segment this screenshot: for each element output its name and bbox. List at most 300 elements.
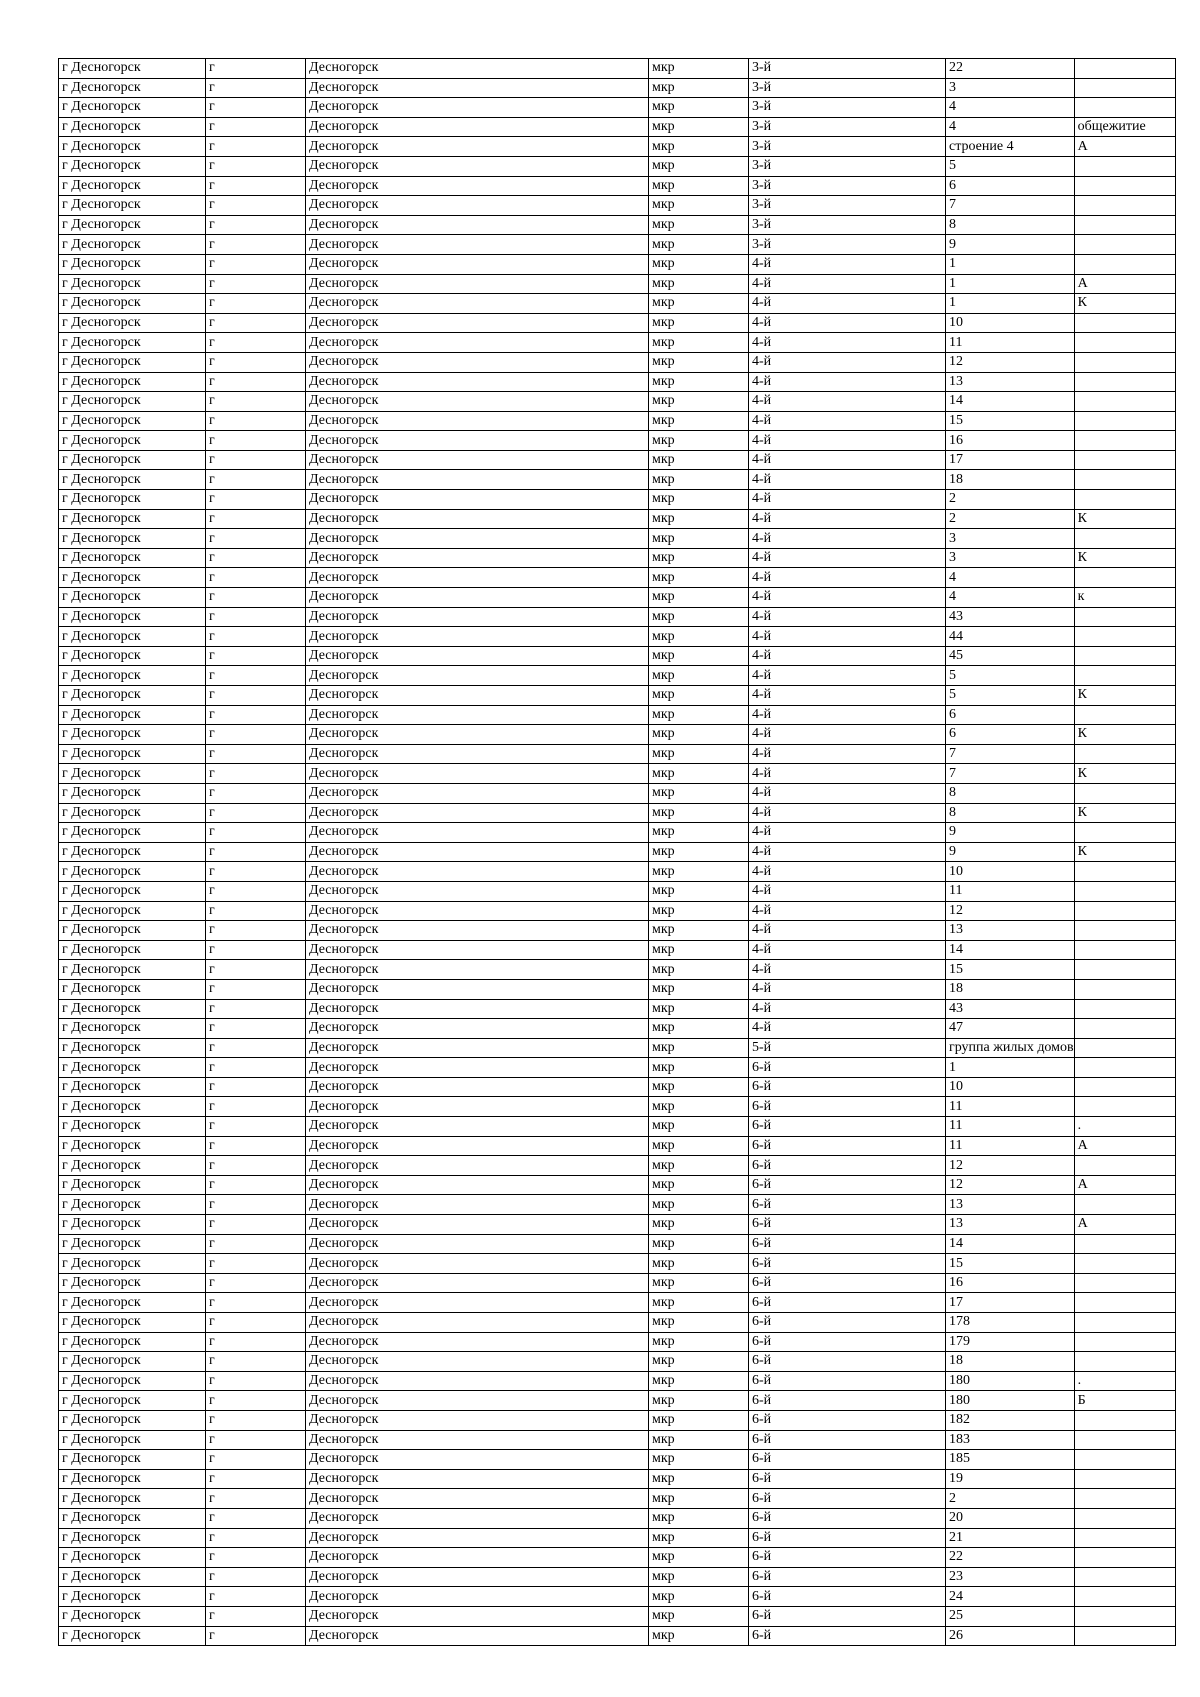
settlement-cell: г Десногорск [59,509,206,529]
settlement-cell: г Десногорск [59,98,206,118]
district-cell: 4-й [749,352,946,372]
settlement-cell: г Десногорск [59,588,206,608]
district-cell: 4-й [749,509,946,529]
house-cell: 11 [946,1117,1075,1137]
suffix-cell [1074,313,1175,333]
district-cell: 6-й [749,1136,946,1156]
city-cell: Десногорск [306,627,649,647]
city-cell: Десногорск [306,588,649,608]
house-cell: 180 [946,1391,1075,1411]
district-type-cell: мкр [649,333,749,353]
type-cell: г [206,1019,306,1039]
house-cell: 3 [946,529,1075,549]
table-row [59,274,1176,294]
type-cell: г [206,842,306,862]
city-cell: Десногорск [306,98,649,118]
house-cell: 7 [946,764,1075,784]
house-cell: 11 [946,881,1075,901]
district-type-cell: мкр [649,431,749,451]
house-cell: 10 [946,313,1075,333]
district-cell: 6-й [749,1606,946,1626]
suffix-cell [1074,1606,1175,1626]
house-cell: 12 [946,352,1075,372]
type-cell: г [206,176,306,196]
city-cell: Десногорск [306,1489,649,1509]
type-cell: г [206,117,306,137]
district-cell: 4-й [749,274,946,294]
type-cell: г [206,1175,306,1195]
house-cell: 6 [946,176,1075,196]
district-cell: 4-й [749,294,946,314]
district-cell: 4-й [749,842,946,862]
type-cell: г [206,823,306,843]
settlement-cell: г Десногорск [59,254,206,274]
district-type-cell: мкр [649,1371,749,1391]
city-cell: Десногорск [306,1606,649,1626]
settlement-cell: г Десногорск [59,705,206,725]
district-cell: 4-й [749,548,946,568]
type-cell: г [206,1469,306,1489]
suffix-cell [1074,646,1175,666]
city-cell: Десногорск [306,1019,649,1039]
district-type-cell: мкр [649,470,749,490]
suffix-cell: общежитие [1074,117,1175,137]
type-cell: г [206,979,306,999]
district-type-cell: мкр [649,803,749,823]
district-type-cell: мкр [649,1097,749,1117]
suffix-cell [1074,1038,1175,1058]
city-cell: Десногорск [306,686,649,706]
table-row [59,1371,1176,1391]
table-row [59,1313,1176,1333]
district-cell: 6-й [749,1489,946,1509]
table-row [59,940,1176,960]
settlement-cell: г Десногорск [59,881,206,901]
city-cell: Десногорск [306,568,649,588]
city-cell: Десногорск [306,78,649,98]
district-cell: 6-й [749,1450,946,1470]
district-type-cell: мкр [649,881,749,901]
settlement-cell: г Десногорск [59,294,206,314]
house-cell: 8 [946,783,1075,803]
type-cell: г [206,1234,306,1254]
district-cell: 6-й [749,1352,946,1372]
suffix-cell [1074,1430,1175,1450]
type-cell: г [206,1077,306,1097]
house-cell: 6 [946,725,1075,745]
type-cell: г [206,215,306,235]
district-type-cell: мкр [649,1508,749,1528]
suffix-cell [1074,862,1175,882]
suffix-cell [1074,607,1175,627]
city-cell: Десногорск [306,1156,649,1176]
city-cell: Десногорск [306,1410,649,1430]
district-type-cell: мкр [649,1469,749,1489]
settlement-cell: г Десногорск [59,1175,206,1195]
house-cell: 22 [946,59,1075,79]
city-cell: Десногорск [306,783,649,803]
settlement-cell: г Десногорск [59,1567,206,1587]
city-cell: Десногорск [306,1293,649,1313]
address-table-body [59,59,1176,1646]
house-cell: 14 [946,940,1075,960]
district-cell: 6-й [749,1567,946,1587]
district-type-cell: мкр [649,548,749,568]
city-cell: Десногорск [306,725,649,745]
settlement-cell: г Десногорск [59,352,206,372]
type-cell: г [206,1215,306,1235]
district-cell: 4-й [749,666,946,686]
suffix-cell: к [1074,588,1175,608]
suffix-cell [1074,1077,1175,1097]
house-cell: 16 [946,1273,1075,1293]
house-cell: 4 [946,117,1075,137]
district-type-cell: мкр [649,842,749,862]
type-cell: г [206,960,306,980]
house-cell: 25 [946,1606,1075,1626]
type-cell: г [206,940,306,960]
type-cell: г [206,1156,306,1176]
type-cell: г [206,999,306,1019]
settlement-cell: г Десногорск [59,450,206,470]
district-cell: 6-й [749,1175,946,1195]
settlement-cell: г Десногорск [59,1038,206,1058]
district-type-cell: мкр [649,744,749,764]
city-cell: Десногорск [306,372,649,392]
district-type-cell: мкр [649,705,749,725]
suffix-cell [1074,1489,1175,1509]
suffix-cell [1074,431,1175,451]
district-type-cell: мкр [649,862,749,882]
table-row [59,705,1176,725]
house-cell: 13 [946,1195,1075,1215]
city-cell: Десногорск [306,881,649,901]
type-cell: г [206,78,306,98]
house-cell: 1 [946,274,1075,294]
district-cell: 6-й [749,1117,946,1137]
suffix-cell: К [1074,764,1175,784]
settlement-cell: г Десногорск [59,529,206,549]
district-type-cell: мкр [649,921,749,941]
house-cell: 182 [946,1410,1075,1430]
suffix-cell [1074,568,1175,588]
house-cell: 9 [946,235,1075,255]
table-row [59,509,1176,529]
district-type-cell: мкр [649,646,749,666]
settlement-cell: г Десногорск [59,274,206,294]
settlement-cell: г Десногорск [59,59,206,79]
city-cell: Десногорск [306,666,649,686]
district-type-cell: мкр [649,1117,749,1137]
city-cell: Десногорск [306,1587,649,1607]
type-cell: г [206,1450,306,1470]
type-cell: г [206,881,306,901]
district-type-cell: мкр [649,117,749,137]
type-cell: г [206,607,306,627]
city-cell: Десногорск [306,411,649,431]
table-row [59,1195,1176,1215]
house-cell: 2 [946,509,1075,529]
house-cell: 2 [946,490,1075,510]
table-row [59,1352,1176,1372]
table-row [59,1391,1176,1411]
suffix-cell [1074,215,1175,235]
city-cell: Десногорск [306,1058,649,1078]
district-cell: 4-й [749,313,946,333]
settlement-cell: г Десногорск [59,744,206,764]
house-cell: 1 [946,254,1075,274]
house-cell: 9 [946,823,1075,843]
district-cell: 4-й [749,725,946,745]
table-row [59,254,1176,274]
type-cell: г [206,333,306,353]
type-cell: г [206,1606,306,1626]
settlement-cell: г Десногорск [59,1156,206,1176]
city-cell: Десногорск [306,1313,649,1333]
district-cell: 6-й [749,1058,946,1078]
suffix-cell: А [1074,274,1175,294]
type-cell: г [206,274,306,294]
type-cell: г [206,196,306,216]
settlement-cell: г Десногорск [59,196,206,216]
suffix-cell: А [1074,1175,1175,1195]
house-cell: 17 [946,450,1075,470]
table-row [59,1097,1176,1117]
table-row [59,921,1176,941]
type-cell: г [206,411,306,431]
district-type-cell: мкр [649,1430,749,1450]
type-cell: г [206,1626,306,1646]
type-cell: г [206,352,306,372]
settlement-cell: г Десногорск [59,1352,206,1372]
district-cell: 6-й [749,1097,946,1117]
city-cell: Десногорск [306,294,649,314]
table-row [59,901,1176,921]
district-cell: 4-й [749,940,946,960]
table-row [59,59,1176,79]
house-cell: 10 [946,1077,1075,1097]
city-cell: Десногорск [306,744,649,764]
settlement-cell: г Десногорск [59,156,206,176]
table-row [59,1450,1176,1470]
district-type-cell: мкр [649,1410,749,1430]
suffix-cell [1074,196,1175,216]
settlement-cell: г Десногорск [59,627,206,647]
district-cell: 3-й [749,117,946,137]
suffix-cell [1074,1528,1175,1548]
table-row [59,979,1176,999]
district-type-cell: мкр [649,235,749,255]
table-row [59,411,1176,431]
house-cell: 178 [946,1313,1075,1333]
suffix-cell [1074,1058,1175,1078]
district-cell: 4-й [749,764,946,784]
district-type-cell: мкр [649,1626,749,1646]
settlement-cell: г Десногорск [59,1293,206,1313]
suffix-cell [1074,1410,1175,1430]
table-row [59,1019,1176,1039]
city-cell: Десногорск [306,1371,649,1391]
city-cell: Десногорск [306,1234,649,1254]
house-cell: 15 [946,1254,1075,1274]
district-cell: 4-й [749,862,946,882]
district-type-cell: мкр [649,274,749,294]
district-type-cell: мкр [649,783,749,803]
district-type-cell: мкр [649,1077,749,1097]
type-cell: г [206,901,306,921]
settlement-cell: г Десногорск [59,666,206,686]
table-row [59,744,1176,764]
table-row [59,1548,1176,1568]
district-type-cell: мкр [649,98,749,118]
city-cell: Десногорск [306,450,649,470]
district-cell: 6-й [749,1077,946,1097]
table-row [59,646,1176,666]
settlement-cell: г Десногорск [59,372,206,392]
district-cell: 4-й [749,823,946,843]
type-cell: г [206,294,306,314]
district-type-cell: мкр [649,568,749,588]
city-cell: Десногорск [306,1528,649,1548]
city-cell: Десногорск [306,235,649,255]
type-cell: г [206,235,306,255]
suffix-cell [1074,1156,1175,1176]
table-row [59,431,1176,451]
district-type-cell: мкр [649,313,749,333]
type-cell: г [206,1332,306,1352]
suffix-cell [1074,921,1175,941]
suffix-cell: К [1074,725,1175,745]
settlement-cell: г Десногорск [59,686,206,706]
address-table [58,58,1176,1646]
table-row [59,490,1176,510]
settlement-cell: г Десногорск [59,313,206,333]
suffix-cell: К [1074,686,1175,706]
district-type-cell: мкр [649,1391,749,1411]
table-row [59,999,1176,1019]
district-type-cell: мкр [649,450,749,470]
settlement-cell: г Десногорск [59,1371,206,1391]
suffix-cell [1074,176,1175,196]
house-cell: 13 [946,1215,1075,1235]
settlement-cell: г Десногорск [59,215,206,235]
district-cell: 4-й [749,803,946,823]
settlement-cell: г Десногорск [59,940,206,960]
table-row [59,1234,1176,1254]
suffix-cell [1074,783,1175,803]
house-cell: 17 [946,1293,1075,1313]
settlement-cell: г Десногорск [59,411,206,431]
type-cell: г [206,529,306,549]
settlement-cell: г Десногорск [59,1313,206,1333]
city-cell: Десногорск [306,548,649,568]
type-cell: г [206,431,306,451]
suffix-cell [1074,823,1175,843]
house-cell: 7 [946,744,1075,764]
district-cell: 6-й [749,1273,946,1293]
type-cell: г [206,744,306,764]
city-cell: Десногорск [306,431,649,451]
district-cell: 4-й [749,529,946,549]
settlement-cell: г Десногорск [59,1215,206,1235]
house-cell: 10 [946,862,1075,882]
type-cell: г [206,509,306,529]
district-type-cell: мкр [649,1156,749,1176]
district-type-cell: мкр [649,352,749,372]
settlement-cell: г Десногорск [59,1489,206,1509]
type-cell: г [206,705,306,725]
table-row [59,783,1176,803]
settlement-cell: г Десногорск [59,137,206,157]
district-cell: 3-й [749,176,946,196]
district-cell: 5-й [749,1038,946,1058]
settlement-cell: г Десногорск [59,646,206,666]
district-type-cell: мкр [649,1136,749,1156]
table-row [59,1489,1176,1509]
district-type-cell: мкр [649,1273,749,1293]
type-cell: г [206,1489,306,1509]
district-type-cell: мкр [649,901,749,921]
district-cell: 3-й [749,156,946,176]
district-cell: 6-й [749,1548,946,1568]
city-cell: Десногорск [306,1450,649,1470]
suffix-cell [1074,156,1175,176]
house-cell: 47 [946,1019,1075,1039]
table-row [59,725,1176,745]
district-cell: 6-й [749,1313,946,1333]
table-row [59,1117,1176,1137]
city-cell: Десногорск [306,1391,649,1411]
settlement-cell: г Десногорск [59,1195,206,1215]
suffix-cell [1074,333,1175,353]
table-row [59,470,1176,490]
house-cell: 13 [946,372,1075,392]
table-row [59,1410,1176,1430]
table-row [59,588,1176,608]
type-cell: г [206,548,306,568]
house-cell: 15 [946,960,1075,980]
district-cell: 6-й [749,1410,946,1430]
house-cell: 12 [946,901,1075,921]
settlement-cell: г Десногорск [59,1273,206,1293]
city-cell: Десногорск [306,470,649,490]
district-type-cell: мкр [649,59,749,79]
type-cell: г [206,1273,306,1293]
suffix-cell [1074,529,1175,549]
settlement-cell: г Десногорск [59,1254,206,1274]
table-row [59,333,1176,353]
settlement-cell: г Десногорск [59,1136,206,1156]
type-cell: г [206,1548,306,1568]
house-cell: 183 [946,1430,1075,1450]
district-type-cell: мкр [649,1215,749,1235]
house-cell: 43 [946,607,1075,627]
district-type-cell: мкр [649,960,749,980]
settlement-cell: г Десногорск [59,960,206,980]
district-cell: 4-й [749,901,946,921]
house-cell: 14 [946,1234,1075,1254]
type-cell: г [206,1195,306,1215]
house-cell: 3 [946,548,1075,568]
district-cell: 4-й [749,431,946,451]
table-row [59,196,1176,216]
district-type-cell: мкр [649,392,749,412]
district-type-cell: мкр [649,196,749,216]
table-row [59,1058,1176,1078]
settlement-cell: г Десногорск [59,1234,206,1254]
district-type-cell: мкр [649,137,749,157]
house-cell: 9 [946,842,1075,862]
